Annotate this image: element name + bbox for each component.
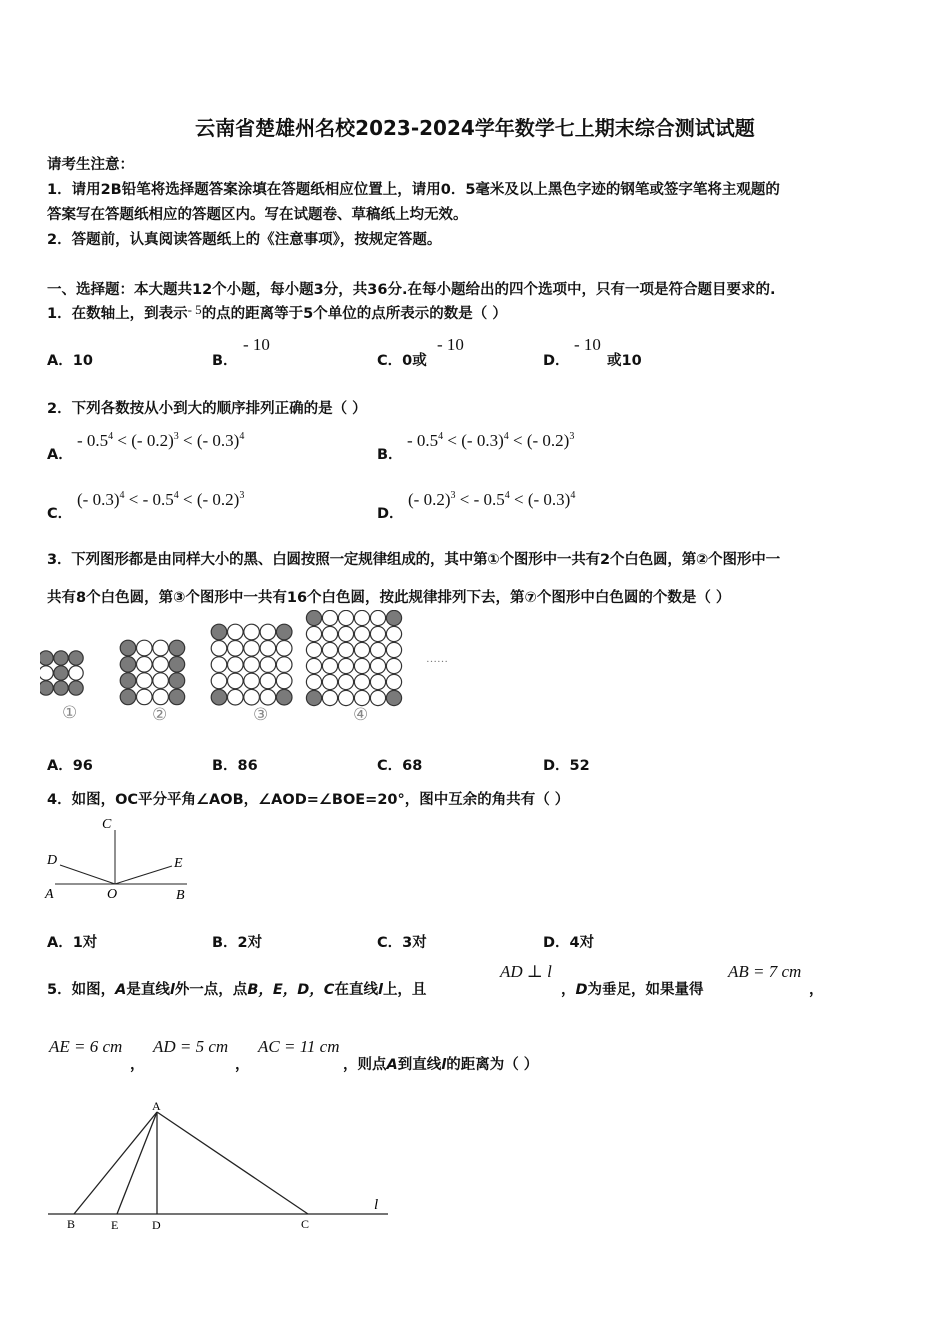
section-heading: 一、选择题：本大题共12个小题，每小题3分，共36分.在每小题给出的四个选项中，只有一项是符合题目要求的. (47, 282, 776, 298)
black-circle (120, 673, 136, 689)
white-circle (370, 610, 385, 625)
white-circle (137, 657, 153, 673)
q1-option-a-value: 10 (72, 353, 93, 369)
black-circle (276, 689, 292, 705)
black-circle (69, 681, 83, 695)
white-circle (322, 674, 337, 689)
q1-stem (47, 302, 507, 323)
white-circle (260, 657, 276, 673)
q1-option-c-math: - 10 (437, 335, 464, 354)
q3-stem-line1: 3．下列图形都是由同样大小的黑、白圆按照一定规律组成的，其中第①个图形中一共有2个白色圆，第②个图形中一 (47, 552, 780, 568)
q5-segment-ae (117, 1112, 157, 1214)
q3-fig-label-3: ③ (253, 705, 269, 724)
white-circle (228, 657, 244, 673)
black-circle (69, 651, 83, 665)
white-circle (354, 674, 369, 689)
q1-stem-math: - 5 (187, 302, 202, 317)
q3-fig-label-2: ② (152, 705, 168, 724)
q5-fig-label-l: l (374, 1197, 379, 1213)
q5-fig-label-b: B (67, 1217, 76, 1231)
q5-math-perp: AD ⊥ l (500, 962, 552, 981)
notice-line1: 1．请用2B铅笔将选择题答案涂填在答题纸相应位置上，请用0．5毫米及以上黑色字迹的钢笔或签字笔将主观题的 (47, 182, 780, 198)
white-circle (244, 657, 260, 673)
white-circle (260, 624, 276, 640)
white-circle (338, 610, 353, 625)
black-circle (169, 673, 185, 689)
black-circle (54, 651, 68, 665)
q4-ray-oe (115, 866, 172, 884)
q5-stem-i: 的距离为（ ） (446, 1057, 539, 1073)
white-circle (244, 689, 260, 705)
q4-option-b: B．2对 (212, 935, 263, 951)
q1-option-a-label: A． (47, 353, 73, 369)
white-circle (354, 690, 369, 705)
white-circle (338, 626, 353, 641)
black-circle (54, 666, 68, 680)
q4-figure (40, 810, 200, 905)
q5-fig-label-a: A (152, 1099, 161, 1113)
q5-sep-1: ， (130, 1057, 145, 1073)
q5-stem-f: 为垂足，如果量得 (587, 982, 704, 998)
white-circle (153, 673, 169, 689)
white-circle (211, 641, 227, 657)
white-circle (40, 666, 53, 680)
q5-stem-c: 外一点，点 (174, 982, 248, 998)
white-circle (386, 658, 401, 673)
q4-label-o: O (107, 887, 118, 902)
q4-option-c: C．3对 (377, 935, 427, 951)
white-circle (211, 673, 227, 689)
white-circle (370, 658, 385, 673)
white-circle (370, 642, 385, 657)
q5-point-a: A (115, 982, 127, 998)
q4-label-d: D (47, 853, 58, 868)
white-circle (137, 673, 153, 689)
white-circle (153, 689, 169, 705)
q5-segment-ab (74, 1112, 157, 1214)
white-circle (322, 642, 337, 657)
white-circle (338, 642, 353, 657)
white-circle (228, 673, 244, 689)
white-circle (211, 657, 227, 673)
white-circle (370, 626, 385, 641)
q1-option-b-label: B． (212, 353, 238, 369)
q4-label-c: C (102, 817, 112, 832)
white-circle (276, 673, 292, 689)
black-circle (120, 640, 136, 656)
black-circle (40, 681, 53, 695)
black-circle (120, 689, 136, 705)
q2-option-d-math: (- 0.2)$^3$ < - $0.5^4$ < (- 0.3)$^4$ (408, 490, 576, 509)
white-circle (153, 640, 169, 656)
white-circle (69, 666, 83, 680)
white-circle (354, 626, 369, 641)
q5-point-d: D (575, 982, 588, 998)
white-circle (338, 690, 353, 705)
q5-stem-a: 5．如图， (47, 982, 116, 998)
white-circle (260, 673, 276, 689)
q5-stem-h: 到直线 (397, 1057, 442, 1073)
q5-fig-label-c: C (301, 1217, 310, 1231)
black-circle (169, 657, 185, 673)
white-circle (306, 658, 321, 673)
q4-label-a: A (45, 887, 54, 902)
white-circle (276, 641, 292, 657)
q1-option-c-text: 0或 (402, 353, 427, 369)
q3-fig-ellipsis: …… (426, 653, 448, 665)
q2-option-a-label: A． (47, 447, 73, 463)
q5-line-l: l (169, 982, 175, 998)
white-circle (228, 624, 244, 640)
q4-label-b: B (176, 888, 185, 903)
white-circle (322, 626, 337, 641)
black-circle (211, 624, 227, 640)
q1-option-d-label: D． (543, 353, 570, 369)
notice-line2: 2．答题前，认真阅读答题纸上的《注意事项》，按规定答题。 (47, 232, 442, 248)
q1-option-b-math: - 10 (243, 335, 270, 354)
white-circle (228, 689, 244, 705)
black-circle (306, 610, 321, 625)
q2-option-a-math: - $0.5^4$ < (- 0.2)$^3$ < (- 0.3)$^4$ (77, 431, 245, 450)
white-circle (228, 641, 244, 657)
white-circle (322, 610, 337, 625)
black-circle (211, 689, 227, 705)
black-circle (169, 689, 185, 705)
white-circle (354, 610, 369, 625)
white-circle (322, 658, 337, 673)
white-circle (386, 642, 401, 657)
q3-fig-label-4: ④ (353, 705, 369, 724)
white-circle (137, 689, 153, 705)
q5-figure (40, 1092, 400, 1242)
q1-stem-a: 1．在数轴上，到表示 (47, 306, 188, 322)
q5-math-ab: AB = 7 cm (728, 962, 802, 981)
white-circle (260, 689, 276, 705)
white-circle (306, 626, 321, 641)
q2-option-d-label: D． (377, 506, 404, 522)
q5-stem-b: 是直线 (126, 982, 170, 998)
notice-line1b: 答案写在答题纸相应的答题区内。写在试题卷、草稿纸上均无效。 (47, 207, 468, 223)
q3-option-a: A．96 (47, 758, 93, 774)
q5-fig-label-e: E (111, 1218, 119, 1232)
q5-stem-line1-b (561, 978, 704, 999)
white-circle (244, 641, 260, 657)
white-circle (306, 674, 321, 689)
white-circle (386, 674, 401, 689)
q1-option-d-math: - 10 (574, 335, 601, 354)
q2-option-c-math: (- 0.3)$^4$ < - $0.5^4$ < (- 0.2)$^3$ (77, 490, 245, 509)
white-circle (386, 626, 401, 641)
q4-label-e: E (174, 856, 183, 871)
q3-fig-label-1: ① (62, 703, 78, 722)
q3-option-d: D．52 (543, 758, 590, 774)
white-circle (153, 657, 169, 673)
q1-option-d-text: 或10 (607, 353, 642, 369)
white-circle (260, 641, 276, 657)
q5-stem-g: ，则点 (343, 1057, 387, 1073)
white-circle (276, 657, 292, 673)
q4-option-d: D．4对 (543, 935, 595, 951)
q2-option-b-math: - $0.5^4$ < (- 0.3)$^4$ < (- 0.2)$^3$ (407, 431, 575, 450)
q5-comma-1: ， (561, 982, 576, 998)
black-circle (120, 657, 136, 673)
q5-points: B，E，D，C (247, 982, 335, 998)
white-circle (338, 674, 353, 689)
white-circle (244, 673, 260, 689)
q3-circle-patterns (40, 610, 402, 705)
white-circle (370, 690, 385, 705)
q4-ray-od (60, 865, 115, 884)
q5-segment-ac (157, 1112, 308, 1214)
black-circle (54, 681, 68, 695)
notice-heading: 请考生注意： (47, 157, 134, 173)
q4-stem: 4．如图，OC平分平角∠AOB，∠AOD=∠BOE=20°，图中互余的角共有（ ） (47, 792, 570, 808)
q1-option-c (377, 349, 427, 370)
q5-line-l-3: l (441, 1057, 447, 1073)
q5-math-ad: AD = 5 cm (153, 1037, 229, 1056)
q1-stem-b: 的点的距离等于5个单位的点所表示的数是（ ） (201, 306, 507, 322)
q5-sep-2: ， (235, 1057, 250, 1073)
q2-option-c-label: C． (47, 506, 73, 522)
black-circle (306, 690, 321, 705)
q1-option-a (47, 349, 93, 370)
q5-stem-line2 (343, 1053, 538, 1074)
q5-point-a-2: A (386, 1057, 398, 1073)
white-circle (354, 642, 369, 657)
q2-stem: 2．下列各数按从小到大的顺序排列正确的是（ ） (47, 401, 367, 417)
q3-stem-line2: 共有8个白色圆，第③个图形中一共有16个白色圆，按此规律排列下去，第⑦个图形中白色圆的个数是（ ） (47, 590, 731, 606)
white-circle (322, 690, 337, 705)
q4-option-a: A．1对 (47, 935, 98, 951)
q3-option-c: C．68 (377, 758, 423, 774)
q5-line-l-2: l (377, 982, 383, 998)
q3-option-b: B．86 (212, 758, 258, 774)
q5-stem-e: 上，且 (382, 982, 427, 998)
q5-fig-label-d: D (152, 1218, 161, 1232)
white-circle (306, 642, 321, 657)
black-circle (386, 690, 401, 705)
q5-stem-line1 (47, 978, 426, 999)
q5-comma-2: ， (809, 982, 824, 998)
q5-stem-d: 在直线 (334, 982, 378, 998)
q2-option-b-label: B． (377, 447, 403, 463)
white-circle (354, 658, 369, 673)
q1-option-c-label: C． (377, 353, 403, 369)
black-circle (386, 610, 401, 625)
black-circle (40, 651, 53, 665)
page-title: 云南省楚雄州名校2023-2024学年数学七上期末综合测试试题 (195, 116, 755, 140)
white-circle (338, 658, 353, 673)
q5-math-ac: AC = 11 cm (258, 1037, 340, 1056)
black-circle (276, 624, 292, 640)
black-circle (169, 640, 185, 656)
white-circle (137, 640, 153, 656)
white-circle (244, 624, 260, 640)
q3-figure (40, 610, 460, 730)
q5-math-ae: AE = 6 cm (49, 1037, 123, 1056)
white-circle (370, 674, 385, 689)
